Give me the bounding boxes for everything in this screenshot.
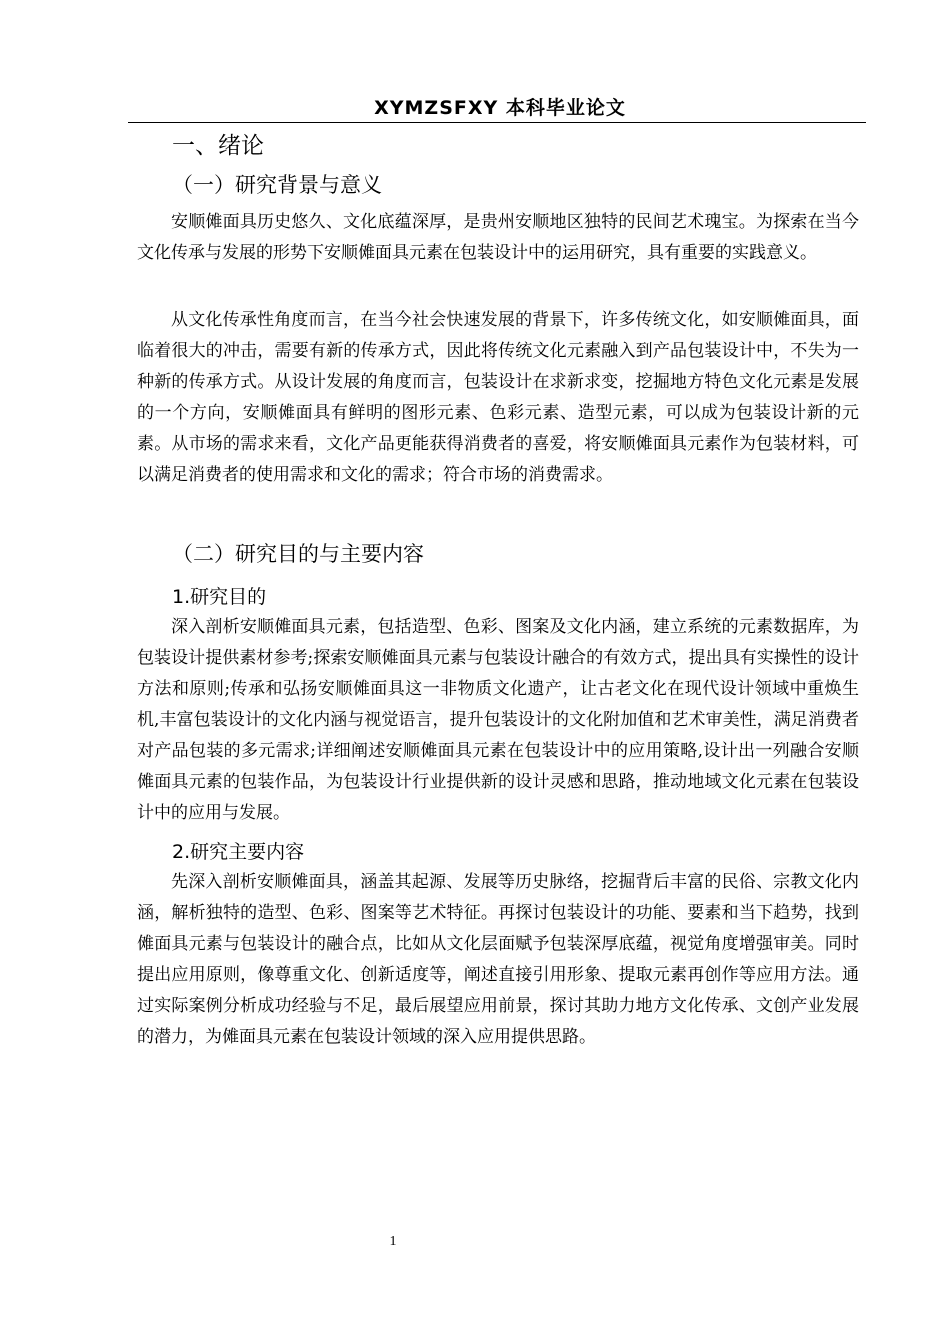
subsection-heading-purpose: 1.研究目的 [172, 586, 267, 608]
paragraph-content: 先深入剖析安顺傩面具，涵盖其起源、发展等历史脉络，挖掘背后丰富的民俗、宗教文化内涵，解析独特的造型、色彩、图案等艺术特征。再探讨包装设计的功能、要素和当下趋势，找到傩面具元素与包装设计的融合点，比如从文化层面赋予包装深厚底蕴，视觉角度增强审美。同时提出应用原则，像尊重文化、创新适度等，阐述直接引用形象、提取元素再创作等应用方法。通过实际案例分析成功经验与不足，最后展望应用前景，探讨其助力地方文化传承、文创产业发展的潜力，为傩面具元素在包装设计领域的深入应用提供思路。 [137, 872, 859, 1047]
page-number: 1 [389, 1234, 397, 1249]
subsection-heading-content: 2.研究主要内容 [172, 841, 305, 863]
chapter-heading: 一、绪论 [172, 133, 264, 159]
header-rule [128, 122, 866, 123]
section-heading-background: （一）研究背景与意义 [172, 173, 382, 197]
section-heading-objectives: （二）研究目的与主要内容 [172, 542, 424, 566]
paragraph-background-2: 从文化传承性角度而言，在当今社会快速发展的背景下，许多传统文化，如安顺傩面具，面临着很大的冲击，需要有新的传承方式，因此将传统文化元素融入到产品包装设计中，不失为一种新的传承方式。从设计发展的角度而言，包装设计在求新求变，挖掘地方特色文化元素是发展的一个方向，安顺傩面具有鲜明的图形元素、色彩元素、造型元素，可以成为包装设计新的元素。从市场的需求来看，文化产品更能获得消费者的喜爱，将安顺傩面具元素作为包装材料，可以满足消费者的使用需求和文化的需求；符合市场的消费需求。 [137, 310, 859, 485]
paragraph-background-1: 安顺傩面具历史悠久、文化底蕴深厚，是贵州安顺地区独特的民间艺术瑰宝。为探索在当今文化传承与发展的形势下安顺傩面具元素在包装设计中的运用研究，具有重要的实践意义。 [137, 212, 859, 263]
running-header: XYMZSFXY 本科毕业论文 [374, 97, 626, 119]
paragraph-purpose: 深入剖析安顺傩面具元素，包括造型、色彩、图案及文化内涵，建立系统的元素数据库，为包装设计提供素材参考;探索安顺傩面具元素与包装设计融合的有效方式，提出具有实操性的设计方法和原则;传承和弘扬安顺傩面具这一非物质文化遗产，让古老文化在现代设计领域中重焕生机,丰富包装设计的文化内涵与视觉语言，提升包装设计的文化附加值和艺术审美性，满足消费者对产品包装的多元需求;详细阐述安顺傩面具元素在包装设计中的应用策略,设计出一列融合安顺傩面具元素的包装作品，为包装设计行业提供新的设计灵感和思路，推动地域文化元素在包装设计中的应用与发展。 [137, 617, 859, 823]
